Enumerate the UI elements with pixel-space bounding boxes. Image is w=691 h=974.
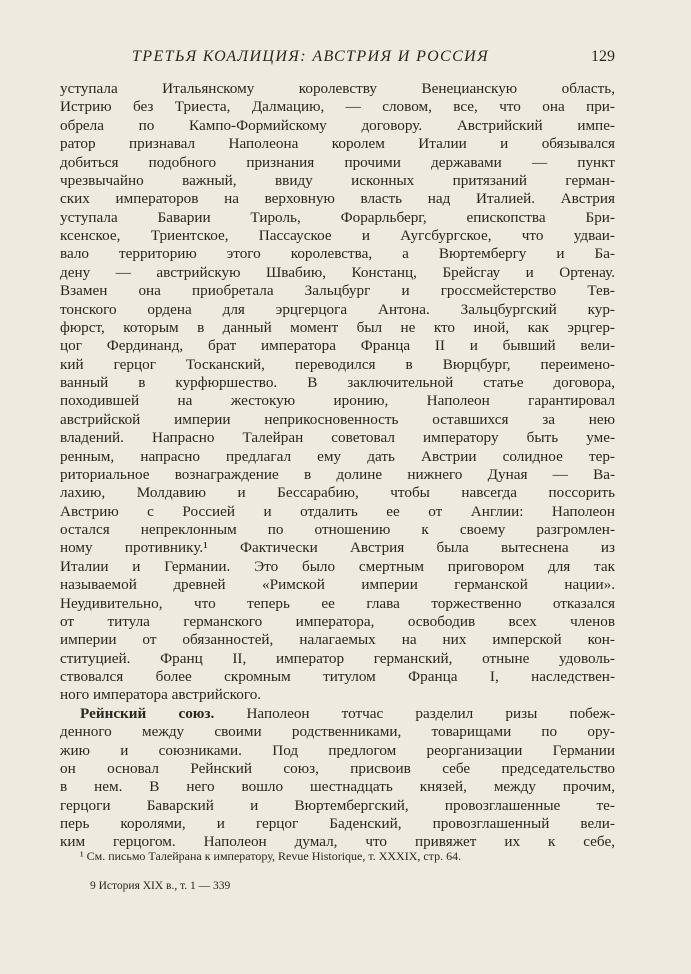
text-line: Взамен она приобретала Зальцбург и гроссмейстерство Тев- — [60, 282, 615, 300]
text-line: владений. Напрасно Талейран советовал императору быть уме- — [60, 429, 615, 447]
text-line: герцоги Баварский и Вюртембергский, провозглашенные те- — [60, 796, 615, 814]
text-line: ному противнику.¹ Фактически Австрия была вытеснена из — [60, 539, 615, 557]
text-line: дену — австрийскую Швабию, Констанц, Брейсгау и Ортенау. — [60, 263, 615, 281]
text-line: обрела по Кампо-Формийскому договору. Австрийский импе- — [60, 116, 615, 134]
page-number: 129 — [591, 48, 615, 65]
text-line: походившей на жестокую иронию, Наполеон гарантировал — [60, 392, 615, 410]
text-line: чрезвычайно важный, ввиду исконных притязаний герман- — [60, 171, 615, 189]
page-header — [60, 48, 615, 72]
printer-signature: 9 История XIX в., т. 1 — 339 — [90, 880, 231, 892]
text-line — [60, 705, 615, 723]
text-line: ратор признавал Наполеона королем Италии и обязывался — [60, 135, 615, 153]
text-line: ских императоров на верховную власть над Италией. Австрия — [60, 190, 615, 208]
text-line: уступала Баварии Тироль, Форарльберг, епископства Бри- — [60, 208, 615, 226]
running-title: ТРЕТЬЯ КОАЛИЦИЯ: АВСТРИЯ И РОССИЯ — [132, 48, 490, 65]
text-line: называемой древней «Римской империи германской нации». — [60, 576, 615, 594]
text-line: Австрию с Россией и отдалить ее от Англии: Наполеон — [60, 502, 615, 520]
section-heading-rhine-confederation: Рейнский союз. — [80, 704, 215, 722]
text-line-continuation: Наполеон тотчас разделил ризы побеж- — [214, 704, 616, 722]
text-line: добиться подобного признания прочими державами — пункт — [60, 153, 615, 171]
text-line: в нем. В него вошло шестнадцать князей, между прочим, — [60, 778, 615, 796]
text-line: перь королями, и герцог Баденский, провозглашенный вели- — [60, 815, 615, 832]
text-line: ким герцогом. Наполеон думал, что привяжет их к себе, — [60, 833, 615, 851]
paragraph-rhine-confederation — [60, 705, 615, 852]
text-line: цог Фердинанд, брат императора Франца II и бывший вели- — [60, 337, 615, 355]
text-line: ксенское, Триентское, Пассауское и Аугсбургское, что удваи- — [60, 227, 615, 244]
text-line: вало территорию этого королевства, а Вюртембергу и Ба- — [60, 245, 615, 263]
footnotes — [60, 848, 615, 894]
text-line: уступала Итальянскому королевству Венецианскую область, — [60, 80, 615, 97]
text-line: от титула германского императора, освободив всех членов — [60, 612, 615, 630]
text-line: тонского ордена для эрцгерцога Антона. Зальцбургский кур- — [60, 300, 615, 318]
text-line: лахию, Молдавию и Бессарабию, чтобы навсегда поссорить — [60, 484, 615, 502]
text-line: ституцией. Франц II, император германский, отныне удоволь- — [60, 649, 615, 667]
text-line: Неудивительно, что теперь ее глава торжественно отказался — [60, 594, 615, 612]
text-line: австрийской империи неприкосновенность оставшихся за нею — [60, 410, 615, 428]
text-line: остался непреклонным по отношению к своему разгромлен- — [60, 521, 615, 538]
text-line: ствовался более скромным титулом Франца I, наследствен- — [60, 668, 615, 685]
text-line: ванный в курфюршество. В заключительной статье договора, — [60, 374, 615, 391]
paragraph-treaty-terms — [60, 80, 615, 705]
text-line: он основал Рейнский союз, присвоив себе председательство — [60, 759, 615, 777]
text-line: жию и союзниками. Под предлогом реорганизации Германии — [60, 741, 615, 759]
footnote-1: ¹ См. письмо Талейрана к императору, Revue Historique, т. XXXIX, стр. 64. — [80, 849, 462, 863]
text-line: денного между своими родственниками, товарищами по ору- — [60, 723, 615, 741]
text-line: Италии и Германии. Это было смертным приговором для так — [60, 557, 615, 575]
text-line: ного императора австрийского. — [60, 686, 262, 704]
body-text — [60, 80, 615, 852]
text-line: ренным, напрасно предлагал ему дать Австрии солидное тер- — [60, 447, 615, 465]
text-line: риториальное вознаграждение в долине нижнего Дуная — Ва- — [60, 465, 615, 483]
text-line: фюрст, которым в данный момент был не кто иной, как эрцгер- — [60, 318, 615, 336]
text-line: империи от обязанностей, налагаемых на них имперской кон- — [60, 631, 615, 649]
text-line: Истрию без Триеста, Далмацию, — словом, все, что она при- — [60, 98, 615, 116]
text-line: кий герцог Тосканский, переводился в Вюрцбург, переимено- — [60, 355, 615, 373]
